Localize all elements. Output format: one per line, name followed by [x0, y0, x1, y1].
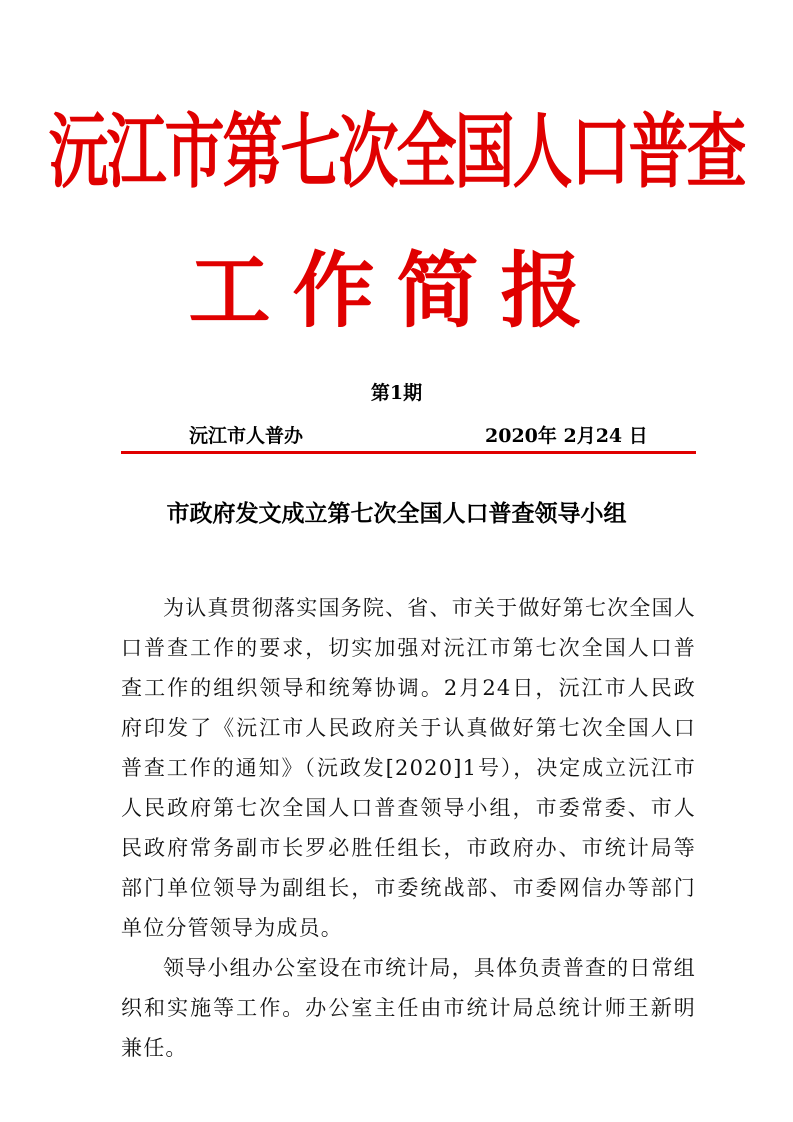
issue-date: 2020年 2月24 日	[485, 425, 648, 447]
article-title: 市政府发文成立第七次全国人口普查领导小组	[166, 500, 627, 527]
article-paragraph: 领导小组办公室设在市统计局，具体负责普查的日常组织和实施等工作。办公室主任由市统计局总统计师王新明兼任。	[121, 956, 696, 1060]
issue-number: 第1期	[370, 382, 423, 404]
masthead-subtitle: 工作简报	[188, 244, 605, 339]
masthead-title: 沅江市第七次全国人口普查	[48, 105, 745, 200]
article-body	[121, 588, 696, 1068]
article-paragraph: 为认真贯彻落实国务院、省、市关于做好第七次全国人口普查工作的要求，切实加强对沅江市第七次全国人口普查工作的组织领导和统筹协调。2月24日，沅江市人民政府印发了《沅江市人民政府关于认真做好第七次全国人口普查工作的通知》（沅政发[2020]1号），决定成立沅江市人民政府第七次全国人口普查领导小组，市委常委、市人民政府常务副市长罗必胜任组长，市政府办、市统计局等部门单位领导为副组长，市委统战部、市委网信办等部门单位分管领导为成员。	[121, 596, 696, 940]
header-divider	[121, 451, 696, 454]
issuer-name: 沅江市人普办	[189, 425, 304, 447]
